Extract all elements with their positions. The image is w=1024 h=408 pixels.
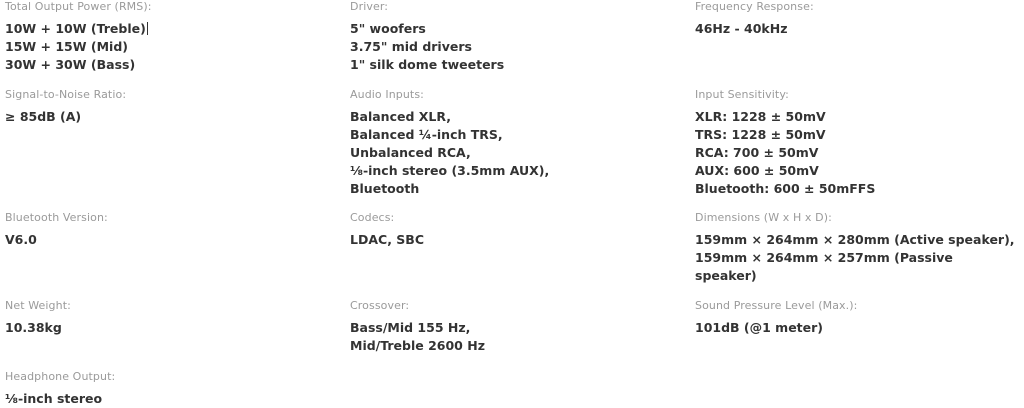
spec-value: [5, 231, 108, 249]
spec-value-line: 30W + 30W (Bass): [5, 57, 136, 72]
spec-value-line: speaker): [695, 268, 757, 283]
spec-label: Dimensions (W x H x D):: [695, 211, 832, 224]
spec-value-line: LDAC, SBC: [350, 232, 424, 247]
spec-value: [5, 390, 115, 408]
spec-value-line: XLR: 1228 ± 50mV: [695, 109, 826, 124]
spec-value-line: 5" woofers: [350, 21, 426, 36]
spec-value-line: 159mm × 264mm × 280mm (Active speaker),: [695, 232, 1015, 247]
spec-label: Input Sensitivity:: [695, 88, 789, 101]
spec-value: [350, 231, 424, 249]
spec-bluetooth-version: [5, 211, 108, 249]
spec-value-line: Bluetooth: [350, 181, 420, 196]
spec-value: [350, 319, 485, 355]
spec-value-line: 10W + 10W (Treble): [5, 21, 146, 36]
spec-label: Signal-to-Noise Ratio:: [5, 88, 127, 101]
spec-value-line: Unbalanced RCA,: [350, 145, 471, 160]
spec-signal-to-noise: [5, 88, 126, 126]
spec-value-line: TRS: 1228 ± 50mV: [695, 127, 826, 142]
spec-value-line: 46Hz - 40kHz: [695, 21, 788, 36]
spec-value-line: 101dB (@1 meter): [695, 320, 824, 335]
spec-value: [695, 20, 814, 38]
spec-total-output-power: [5, 0, 152, 74]
spec-value: [350, 20, 504, 74]
spec-net-weight: [5, 299, 71, 337]
spec-label: Sound Pressure Level (Max.):: [695, 299, 858, 312]
spec-label: Bluetooth Version:: [5, 211, 108, 224]
text-cursor: [147, 22, 148, 35]
spec-label: Driver:: [350, 0, 389, 13]
spec-input-sensitivity: [695, 88, 875, 198]
spec-value-line: V6.0: [5, 232, 37, 247]
spec-label: Headphone Output:: [5, 370, 116, 383]
spec-label: Frequency Response:: [695, 0, 814, 13]
spec-value-line: ⅛-inch stereo: [5, 391, 103, 406]
spec-value-line: Bluetooth: 600 ± 50mFFS: [695, 181, 876, 196]
spec-label: Total Output Power (RMS):: [5, 0, 152, 13]
spec-value-line: ≥ 85dB (A): [5, 109, 82, 124]
spec-value: [5, 319, 71, 337]
spec-dimensions: [695, 211, 1015, 285]
spec-value-line: ⅛-inch stereo (3.5mm AUX),: [350, 163, 550, 178]
spec-value-line: 3.75" mid drivers: [350, 39, 472, 54]
spec-driver: [350, 0, 504, 74]
spec-value-line: AUX: 600 ± 50mV: [695, 163, 819, 178]
spec-value-line: Mid/Treble 2600 Hz: [350, 338, 485, 353]
spec-codecs: [350, 211, 424, 249]
spec-value: [5, 108, 126, 126]
spec-headphone-output: [5, 370, 115, 408]
spec-value-line: Balanced XLR,: [350, 109, 451, 124]
spec-label: Codecs:: [350, 211, 395, 224]
spec-label: Net Weight:: [5, 299, 71, 312]
spec-value-line: RCA: 700 ± 50mV: [695, 145, 819, 160]
spec-label: Crossover:: [350, 299, 410, 312]
spec-value: [695, 108, 875, 198]
spec-value: [695, 231, 1015, 285]
spec-audio-inputs: [350, 88, 549, 198]
spec-sound-pressure-level: [695, 299, 857, 337]
spec-value-line: 10.38kg: [5, 320, 62, 335]
spec-crossover: [350, 299, 485, 355]
spec-frequency-response: [695, 0, 814, 38]
spec-label: Audio Inputs:: [350, 88, 424, 101]
spec-value-line: Balanced ¼-inch TRS,: [350, 127, 503, 142]
spec-value: [5, 20, 152, 74]
spec-value-line: 159mm × 264mm × 257mm (Passive: [695, 250, 953, 265]
spec-value-line: 1" silk dome tweeters: [350, 57, 505, 72]
spec-value: [350, 108, 549, 198]
spec-value-line: Bass/Mid 155 Hz,: [350, 320, 471, 335]
spec-value: [695, 319, 857, 337]
spec-value-line: 15W + 15W (Mid): [5, 39, 128, 54]
